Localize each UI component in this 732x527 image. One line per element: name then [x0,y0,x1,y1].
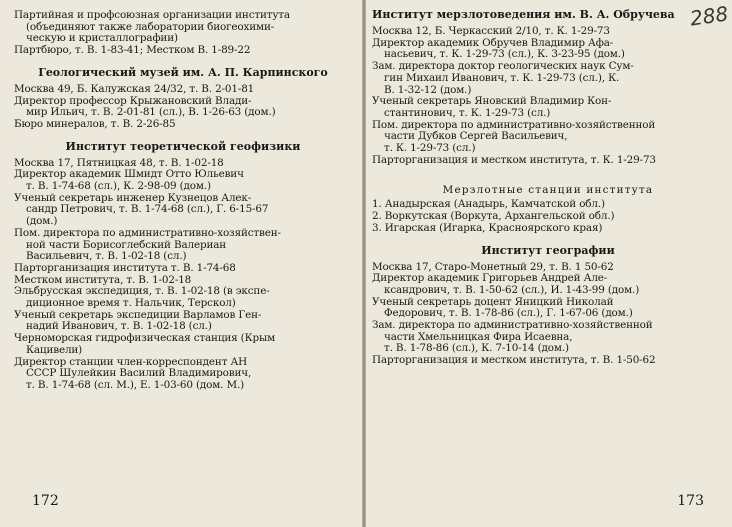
text-line: Кацивели) [26,343,83,356]
text-line: Москва 49, Б. Калужская 24/32, т. В. 2-01-81 [14,82,255,95]
text-line: Эльбрусская экспедиция, т. В. 1-02-18 (в экспе- [14,285,270,298]
text-line: т. В. 1-74-68 (сл. М.), Е. 1-03-60 (дом. М.) [26,378,245,391]
section-heading: Институт географии [481,243,615,257]
text-line: Бюро минералов, т. В. 2-26-85 [14,117,176,130]
page-number-right: 173 [677,493,704,509]
text-line: мир Ильич, т. В. 2-01-81 (сл.), В. 1-26-63 (дом.) [26,106,276,119]
text-line: т. В. 1-78-86 (сл.), К. 7-10-14 (дом.) [384,342,569,355]
text-line: Зам. директора доктор геологических наук Сум- [372,60,634,73]
text-line: ксандрович, т. В. 1-50-62 (сл.), И. 1-43-99 (дом.) [384,283,640,296]
page-number-left: 172 [32,493,59,509]
left-page-text [14,10,352,392]
text-line: Партбюро, т. В. 1-83-41; Местком В. 1-89-22 [14,44,251,57]
text-line: Васильевич, т. В. 1-02-18 (сл.) [26,250,187,263]
text-line: 1. Анадырская (Анадырь, Камчатской обл.) [372,198,605,211]
text-line: Директор станции член-корреспондент АН [14,355,248,368]
text-line: части Дубков Сергей Васильевич, [384,130,568,143]
text-line: Ученый секретарь доцент Яницкий Николай [372,295,614,308]
text-line: 3. Игарская (Игарка, Красноярского края) [372,221,603,234]
text-line: Директор профессор Крыжановский Влади- [14,94,252,107]
text-line: ческую и кристаллографии) [26,32,178,45]
handwritten-page-mark: 288 [688,1,730,31]
text-line: надий Иванович, т. В. 1-02-18 (сл.) [26,320,212,333]
section-heading: Геологический музей им. А. П. Карпинского [38,65,328,79]
text-line: Зам. директора по административно-хозяйственной [372,319,653,332]
text-line: гин Михаил Иванович, т. К. 1-29-73 (сл.), К. [384,71,620,84]
text-line: Пом. директора по административно-хозяйствен- [14,226,281,239]
text-line: В. 1-32-12 (дом.) [384,83,472,96]
page-right [366,0,732,527]
text-line: Москва 17, Старо-Монетный 29, т. В. 1 50-62 [372,260,614,273]
text-line: Пом. директора по административно-хозяйственной [372,118,656,131]
subsection-heading: Мерзлотные станции института [442,184,654,197]
page-left [0,0,362,527]
text-line: Парторганизация и местком института, т. К. 1-29-73 [372,153,656,166]
text-line: Директор академик Шмидт Отто Юльевич [14,168,244,181]
text-line: Черноморская гидрофизическая станция (Крым [14,332,276,345]
text-line: Ученый секретарь инженер Кузнецов Алек- [14,191,252,204]
right-page-text [372,8,724,367]
text-line: т. К. 1-29-73 (сл.) [384,142,476,155]
text-line: Парторганизация института т. В. 1-74-68 [14,261,236,274]
text-line: Москва 12, Б. Черкасский 2/10, т. К. 1-29-73 [372,25,610,37]
text-line: СССР Шулейкин Василий Владимирович, [26,367,252,380]
text-line: насьевич, т. К. 1-29-73 (сл.), К. 3-23-95 (дом.) [384,48,625,61]
text-line: Парторганизация и местком института, т. В. 1-50-62 [372,354,656,367]
text-line: т. В. 1-74-68 (сл.), К. 2-98-09 (дом.) [26,180,211,193]
text-line: сандр Петрович, т. В. 1-74-68 (сл.), Г. 6-15-67 [26,203,269,216]
text-line: Ученый секретарь экспедиции Варламов Ген- [14,308,262,321]
text-line: ной части Борисоглебский Валериан [26,238,227,251]
section-heading: Институт теоретической геофизики [65,139,301,153]
text-line: диционное время т. Нальчик, Терскол) [26,297,236,310]
text-line: 2. Воркутская (Воркута, Архангельской обл.) [372,210,615,223]
text-line: Местком института, т. В. 1-02-18 [14,273,192,286]
text-line: Ученый секретарь Яновский Владимир Кон- [372,95,612,108]
text-line: Москва 17, Пятницкая 48, т. В. 1-02-18 [14,156,224,169]
text-line: Партийная и профсоюзная организации института [14,9,290,21]
text-line: (объединяют также лаборатории биогеохими- [26,20,275,33]
text-line: (дом.) [26,215,58,228]
text-line: Директор академик Григорьев Андрей Але- [372,272,608,285]
section-heading: Институт мерзлотоведения им. В. А. Обручева [372,8,675,21]
text-line: стантинович, т. К. 1-29-73 (сл.) [384,106,551,119]
text-line: Федорович, т. В. 1-78-86 (сл.), Г. 1-67-06 (дом.) [384,307,633,320]
text-line: Директор академик Обручев Владимир Афа- [372,36,614,49]
text-line: части Хмельницкая Фира Исаевна, [384,330,573,343]
